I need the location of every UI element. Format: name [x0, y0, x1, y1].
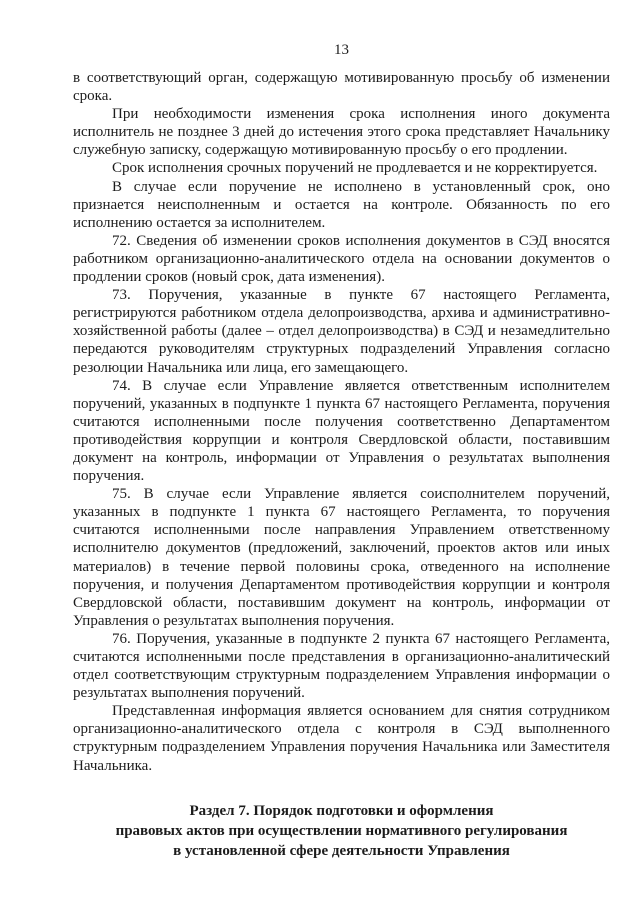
paragraph-72: 72. Сведения об изменении сроков исполнения документов в СЭД вносятся работником организационно-аналитического отдела на основании документов о продлении сроков (новый срок, дата изменения).: [73, 232, 610, 286]
paragraph-urgent-orders: Срок исполнения срочных поручений не продлевается и не корректируется.: [112, 160, 598, 177]
paragraph-not-executed: В случае если поручение не исполнено в установленный срок, оно признается неисполненным и остается на контроле. Обязанность по его исполнению остается за исполнителем.: [73, 178, 610, 231]
paragraph-continuation: в соответствующий орган, содержащую мотивированную просьбу об изменении срока.: [73, 70, 610, 105]
section-title-line-2: правовых актов при осуществлении нормативного регулирования: [115, 822, 568, 839]
paragraph-74: 74. В случае если Управление является ответственным исполнителем поручений, указанных в подпункте 1 пункта 67 настоящего Регламента, поручения считаются исполненными после получения соответственно Департаментом противодействия коррупции и контроля Свердловской области, поставившим документ на контроль, информации от Управления о результатах выполнения поручения.: [73, 377, 610, 485]
paragraph-75: 75. В случае если Управление является соисполнителем поручений, указанных в подпункте 1 пункта 67 настоящего Регламента, то поручения считаются исполненными после направления Управлением ответственному исполнителю документов (предложений, заключений, проектов актов или иных материалов) в течение первой половины срока, отведенного на исполнение поручения, и получения Департаментом противодействия коррупции и контроля Свердловской области, поставившим документ на контроль, информации от Управления о результатах выполнения поручения.: [73, 486, 610, 629]
paragraph-73: 73. Поручения, указанные в пункте 67 настоящего Регламента, регистрируются работником отдела делопроизводства, архива и административно-хозяйственной работы (далее – отдел делопроизводства) в СЭД и незамедлительно передаются руководителям структурных подразделений Управления согласно резолюции Начальника или лица, его замещающего.: [73, 287, 610, 376]
section-title: [73, 801, 610, 861]
paragraph-information-basis: Представленная информация является основанием для снятия сотрудником организационно-аналитического отдела с контроля в СЭД выполненного структурным подразделением Управления поручения Начальника или Заместителя Начальника.: [73, 703, 610, 774]
page-number: 13: [334, 42, 349, 58]
section-title-line-3: в установленной сфере деятельности Управления: [173, 842, 510, 859]
section-title-line-1: Раздел 7. Порядок подготовки и оформления: [189, 802, 494, 819]
paragraph-76: 76. Поручения, указанные в подпункте 2 пункта 67 настоящего Регламента, считаются исполненными после представления в организационно-аналитический отдел соответствующим структурным подразделением Управления информации о результатах выполнения поручений.: [73, 630, 610, 702]
paragraph-extension-other-document: При необходимости изменения срока исполнения иного документа исполнитель не позднее 3 дней до истечения этого срока представляет Начальнику служебную записку, содержащую мотивированную просьбу о его продлении.: [73, 106, 610, 159]
